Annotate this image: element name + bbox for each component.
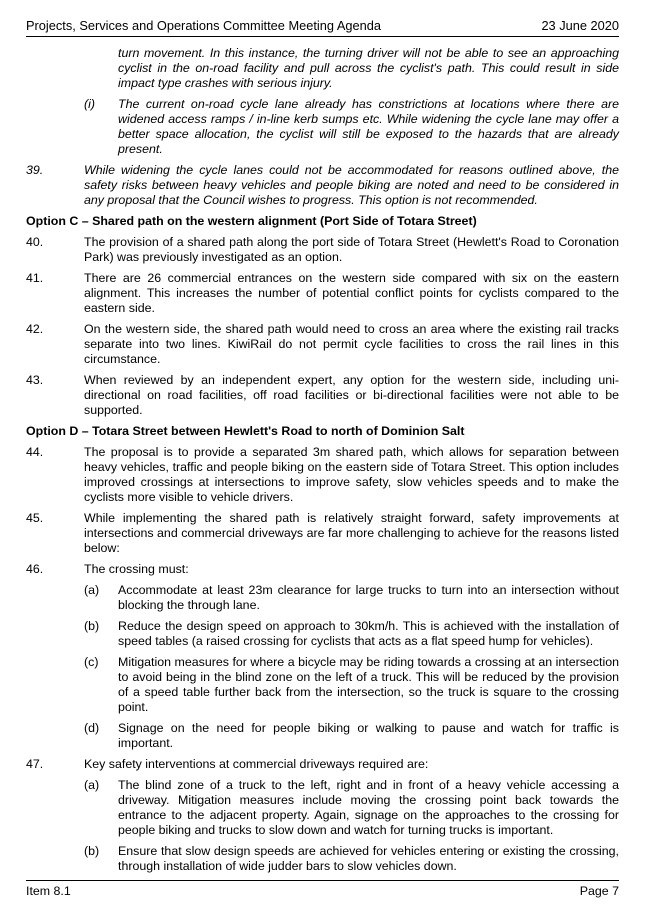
footer-item-ref: Item 8.1 <box>26 884 71 898</box>
item-number: (a) <box>84 583 100 597</box>
section-heading-option-c: Option C – Shared path on the western alignment (Port Side of Totara Street) <box>26 214 477 228</box>
item-number: (d) <box>84 721 100 735</box>
paragraph-text: There are 26 commercial entrances on the western side compared with six on the eastern alignment. This increases the number of potential conflict points for cyclists compared to the eastern side. <box>84 271 619 315</box>
paragraph-43 <box>26 373 619 418</box>
paragraph-text: The crossing must: <box>84 562 189 576</box>
sub-item-47a <box>26 778 619 838</box>
sub-item-46c <box>26 655 619 715</box>
item-number: (c) <box>84 655 99 669</box>
paragraph-39 <box>26 163 619 208</box>
paragraph-number: 41. <box>26 271 44 285</box>
sub-item-i <box>26 97 619 157</box>
paragraph-text: The proposal is to provide a separated 3m shared path, which allows for separation between heavy vehicles, traffic and people biking on the eastern side of Totara Street. This option includes improved crossings at intersections to improve safety, slow vehicles speeds and to make the cyclists more visible to vehicle drivers. <box>84 445 619 504</box>
sub-item-46d <box>26 721 619 751</box>
item-text: Signage on the need for people biking or walking to pause and watch for traffic is important. <box>118 721 619 750</box>
paragraph-text: While widening the cycle lanes could not be accommodated for reasons outlined above, the safety risks between heavy vehicles and people biking are noted and need to be considered in any proposal that the Council wishes to progress. This option is not recommended. <box>84 163 619 207</box>
paragraph-number: 45. <box>26 511 44 525</box>
paragraph-text: When reviewed by an independent expert, any option for the western side, including uni-directional on road facilities, off road facilities or bi-directional facilities were not able to be supported. <box>84 373 619 417</box>
item-text: Ensure that slow design speeds are achieved for vehicles entering or existing the crossing, through installation of wide judder bars to slow vehicles down. <box>118 844 619 873</box>
document-body <box>26 46 619 880</box>
item-number: (b) <box>84 844 100 858</box>
paragraph-40 <box>26 235 619 265</box>
page-footer <box>26 880 619 898</box>
sub-item-46a <box>26 583 619 613</box>
header-title: Projects, Services and Operations Committee Meeting Agenda <box>26 18 381 33</box>
paragraph-text: The provision of a shared path along the port side of Totara Street (Hewlett's Road to Coronation Park) was previously investigated as an option. <box>84 235 619 264</box>
item-text: The current on-road cycle lane already has constrictions at locations where there are widened access ramps / in-line kerb sumps etc. While widening the cycle lane may offer a better space allocation, the cyclist will still be exposed to the hazards that are already present. <box>118 97 619 156</box>
paragraph-text: On the western side, the shared path would need to cross an area where the existing rail tracks separate into two lines. KiwiRail do not permit cycle facilities to cross the rail lines in this circumstance. <box>84 322 619 366</box>
paragraph-number: 43. <box>26 373 44 387</box>
paragraph-number: 42. <box>26 322 44 336</box>
paragraph-45 <box>26 511 619 556</box>
item-text: Mitigation measures for where a bicycle may be riding towards a crossing at an intersection to avoid being in the blind zone on the left of a truck. This will be reduced by the provision of a speed table further back from the intersection, so the truck is square to the crossing point. <box>118 655 619 714</box>
item-text: Reduce the design speed on approach to 30km/h. This is achieved with the installation of speed tables (a raised crossing for cyclists that acts as a flat speed hump for vehicles). <box>118 619 619 648</box>
paragraph-text: While implementing the shared path is relatively straight forward, safety improvements at intersections and commercial driveways are far more challenging to achieve for the reasons listed below: <box>84 511 619 555</box>
paragraph-number: 40. <box>26 235 44 249</box>
item-number: (a) <box>84 778 100 792</box>
sub-item-46b <box>26 619 619 649</box>
page-header <box>26 16 619 37</box>
paragraph-number: 44. <box>26 445 44 459</box>
paragraph-47 <box>26 757 619 772</box>
paragraph-number: 39. <box>26 163 44 177</box>
paragraph-continuation: turn movement. In this instance, the turning driver will not be able to see an approaching cyclist in the on-road facility and pull across the cyclist's path. This could result in side impact type crashes with serious injury. <box>118 46 619 90</box>
item-text: Accommodate at least 23m clearance for large trucks to turn into an intersection without blocking the through lane. <box>118 583 619 612</box>
paragraph-46 <box>26 562 619 577</box>
item-text: The blind zone of a truck to the left, right and in front of a heavy vehicle accessing a driveway. Mitigation measures include moving the crossing point back towards the entrance to the adjacent property. Again, signage on the approaches to the crossing for people biking and trucks to slow down and watch for turning trucks is important. <box>118 778 619 837</box>
paragraph-text: Key safety interventions at commercial driveways required are: <box>84 757 429 771</box>
sub-item-47b <box>26 844 619 874</box>
paragraph-number: 46. <box>26 562 44 576</box>
paragraph-41 <box>26 271 619 316</box>
item-number: (b) <box>84 619 100 633</box>
section-heading-option-d: Option D – Totara Street between Hewlett's Road to north of Dominion Salt <box>26 424 465 438</box>
paragraph-42 <box>26 322 619 367</box>
paragraph-number: 47. <box>26 757 44 771</box>
paragraph-44 <box>26 445 619 505</box>
footer-page-number: Page 7 <box>579 884 619 898</box>
header-date: 23 June 2020 <box>541 18 619 33</box>
item-number: (i) <box>84 97 96 111</box>
